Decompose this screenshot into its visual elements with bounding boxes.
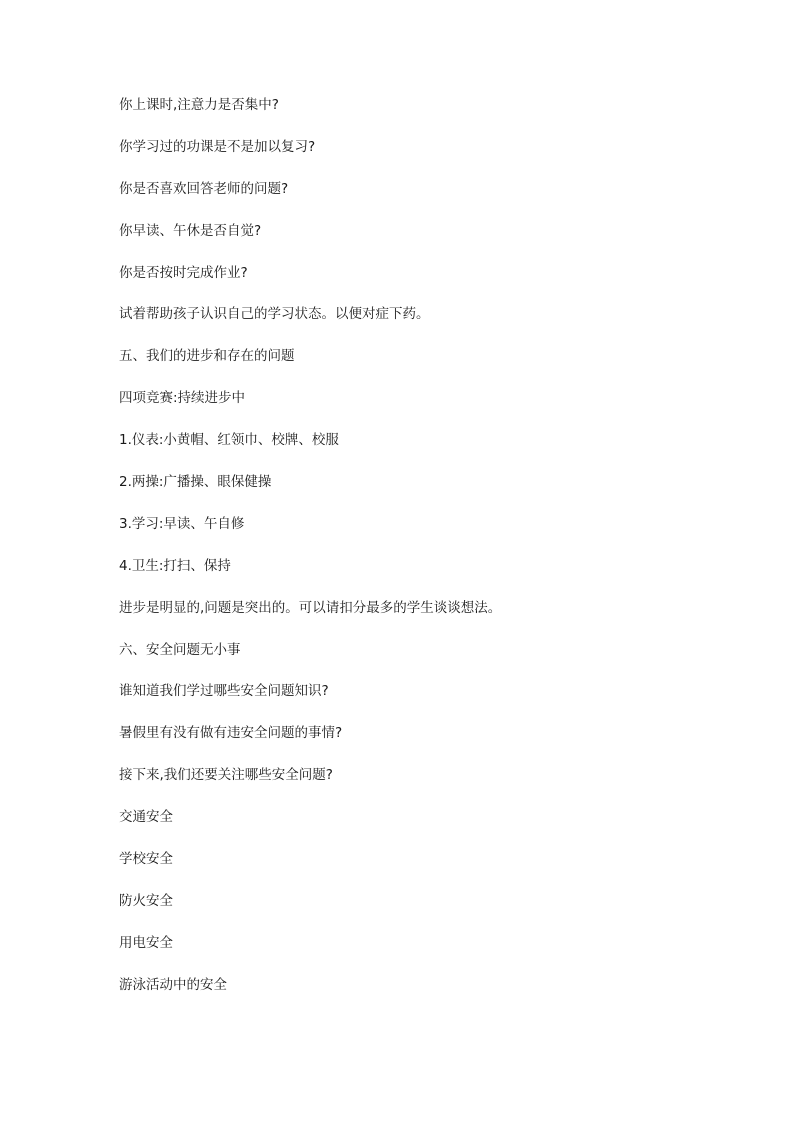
question-summer-safety: 暑假里有没有做有违安全问题的事情? bbox=[119, 725, 343, 742]
section-heading-safety: 六、安全问题无小事 bbox=[119, 641, 241, 658]
question-self-discipline: 你早读、午休是否自觉? bbox=[119, 222, 262, 239]
list-item-appearance: 1.仪表:小黄帽、红领巾、校牌、校服 bbox=[119, 432, 339, 449]
section-heading-progress: 五、我们的进步和存在的问题 bbox=[119, 348, 295, 365]
safety-item-swimming: 游泳活动中的安全 bbox=[119, 976, 227, 993]
safety-item-school: 学校安全 bbox=[119, 851, 173, 868]
question-answering: 你是否喜欢回答老师的问题? bbox=[119, 180, 289, 197]
paragraph-learning-status: 试着帮助孩子认识自己的学习状态。以便对症下药。 bbox=[119, 306, 430, 323]
question-attention: 你上课时,注意力是否集中? bbox=[119, 97, 279, 113]
list-item-study: 3.学习:早读、午自修 bbox=[119, 515, 245, 532]
safety-item-electricity: 用电安全 bbox=[119, 934, 173, 951]
question-homework: 你是否按时完成作业? bbox=[119, 264, 248, 281]
list-item-hygiene: 4.卫生:打扫、保持 bbox=[119, 557, 231, 574]
question-safety-knowledge: 谁知道我们学过哪些安全问题知识? bbox=[119, 683, 329, 700]
paragraph-progress-problems: 进步是明显的,问题是突出的。可以请扣分最多的学生谈谈想法。 bbox=[119, 599, 502, 616]
safety-item-traffic: 交通安全 bbox=[119, 809, 173, 826]
list-item-exercises: 2.两操:广播操、眼保健操 bbox=[119, 474, 272, 491]
question-safety-focus: 接下来,我们还要关注哪些安全问题? bbox=[119, 767, 333, 784]
document-body bbox=[119, 95, 679, 1017]
safety-item-fire: 防火安全 bbox=[119, 892, 173, 909]
question-review: 你学习过的功课是不是加以复习? bbox=[119, 138, 316, 155]
subheading-four-competitions: 四项竞赛:持续进步中 bbox=[119, 390, 246, 407]
